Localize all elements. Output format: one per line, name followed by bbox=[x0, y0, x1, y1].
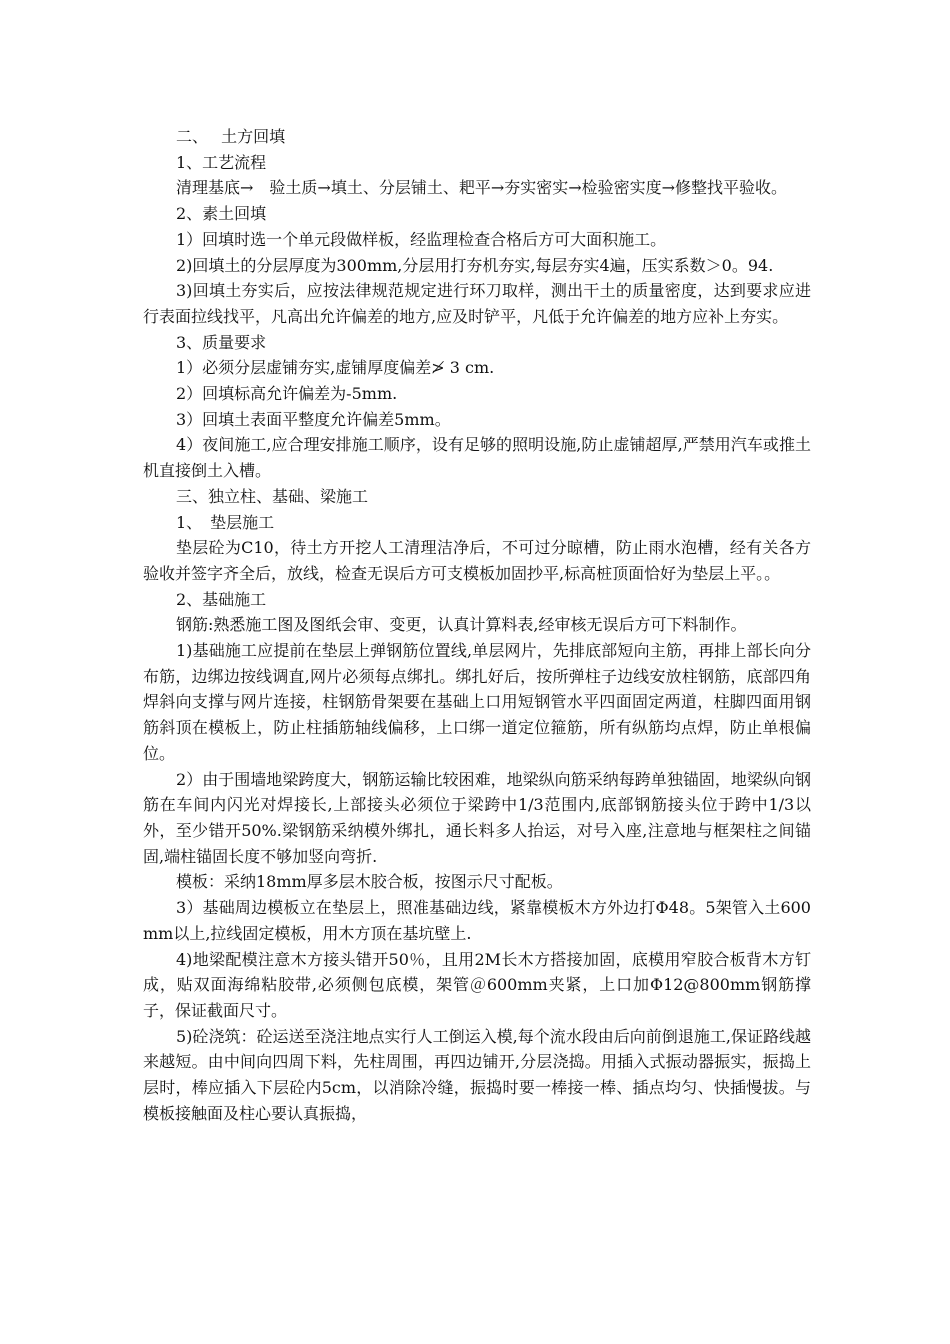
subheading-plain-soil-backfill: 2、素土回填 bbox=[176, 204, 267, 224]
paragraph-foundation-item-3: 3）基础周边模板立在垫层上，照准基础边线，紧靠模板木方外边打Φ48。5架管入土600mm以上,拉线固定模板，用木方顶在基坑壁上. bbox=[143, 898, 811, 943]
paragraph-cushion-layer: 垫层砼为C10，待土方开挖人工清理洁净后，不可过分晾槽，防止雨水泡槽，经有关各方验收并签字齐全后，放线，检查无误后方可支模板加固抄平,标高桩顶面恰好为垫层上平。。 bbox=[143, 538, 811, 583]
paragraph-rebar-intro: 钢筋:熟悉施工图及图纸会审、变更，认真计算料表,经审核无误后方可下料制作。 bbox=[176, 615, 747, 635]
paragraph-quality-item-4: 4）夜间施工,应合理安排施工顺序，设有足够的照明设施,防止虚铺超厚,严禁用汽车或推土机直接倒土入槽。 bbox=[143, 435, 811, 481]
paragraph-foundation-item-4: 4)地梁配模注意木方接头错开50％，且用2M长木方搭接加固，底模用窄胶合板背木方钉成，贴双面海绵粘胶带,必须侧包底模，架管＠600mm夹紧，上口加Φ12@800mm钢筋撑子，保证截面尺寸。 bbox=[143, 949, 811, 1020]
paragraph-quality-item-2: 2）回填标高允许偏差为-5mm. bbox=[176, 384, 398, 404]
paragraph-backfill-item-1: 1）回填时选一个单元段做样板，经监理检查合格后方可大面积施工。 bbox=[176, 229, 667, 249]
section-heading-earth-backfill: 二、 土方回填 bbox=[176, 127, 286, 146]
paragraph-process-flow: 清理基底→ 验土质→填土、分层铺土、耙平→夯实密实→检验密实度→修整找平验收。 bbox=[176, 178, 788, 198]
paragraph-backfill-item-3: 3)回填土夯实后，应按法律规范规定进行环刀取样，测出干土的质量密度，达到要求应进行表面拉线找平，凡高出允许偏差的地方,应及时铲平，凡低于允许偏差的地方应补上夯实。 bbox=[143, 281, 811, 326]
subheading-quality-requirements: 3、质量要求 bbox=[176, 332, 267, 352]
subheading-process-flow: 1、工艺流程 bbox=[176, 152, 267, 172]
section-heading-column-foundation-beam: 三、独立柱、基础、梁施工 bbox=[176, 486, 369, 506]
paragraph-quality-item-1: 1）必须分层虚铺夯实,虚铺厚度偏差≯ 3 cm. bbox=[176, 358, 495, 378]
subheading-foundation-construction: 2、基础施工 bbox=[176, 589, 267, 609]
document-body bbox=[143, 124, 811, 1126]
paragraph-foundation-item-2: 2）由于围墙地梁跨度大，钢筋运输比较困难，地梁纵向筋采纳每跨单独锚固，地梁纵向钢筋在车间内闪光对焊接长,上部接头必须位于梁跨中1/3范围内,底部钢筋接头位于跨中1/3以外，至少错开50%.梁钢筋采纳模外绑扎，通长料多人抬运，对号入座,注意地与框架柱之间锚固,端柱锚固长度不够加竖向弯折. bbox=[143, 769, 811, 866]
paragraph-quality-item-3: 3）回填土表面平整度允许偏差5mm。 bbox=[176, 409, 451, 429]
subheading-cushion-layer: 1、 垫层施工 bbox=[176, 512, 275, 532]
paragraph-backfill-item-2: 2)回填土的分层厚度为300mm,分层用打夯机夯实,每层夯实4遍，压实系数＞0。94. bbox=[176, 255, 774, 275]
paragraph-formwork-intro: 模板：采纳18mm厚多层木胶合板，按图示尺寸配板。 bbox=[176, 872, 563, 892]
paragraph-foundation-item-1: 1)基础施工应提前在垫层上弹钢筋位置线,单层网片，先排底部短向主筋，再排上部长向分布筋，边绑边按线调直,网片必须每点绑扎。绑扎好后，按所弹柱子边线安放柱钢筋，底部四角焊斜向支撑与网片连接，柱钢筋骨架要在基础上口用短钢管水平四面固定两道，柱脚四面用钢筋斜顶在模板上，防止柱插筋轴线偏移，上口绑一道定位箍筋，所有纵筋均点焊，防止单根偏位。 bbox=[143, 641, 811, 763]
paragraph-foundation-item-5: 5)砼浇筑：砼运送至浇注地点实行人工倒运入模,每个流水段由后向前倒退施工,保证路线越来越短。由中间向四周下料，先柱周围，再四边铺开,分层浇捣。用插入式振动器振实，振捣上层时，棒应插入下层砼内5cm，以消除冷缝，振捣时要一棒接一棒、插点均匀、快插慢拔。与模板接触面及柱心要认真振捣， bbox=[143, 1026, 811, 1123]
